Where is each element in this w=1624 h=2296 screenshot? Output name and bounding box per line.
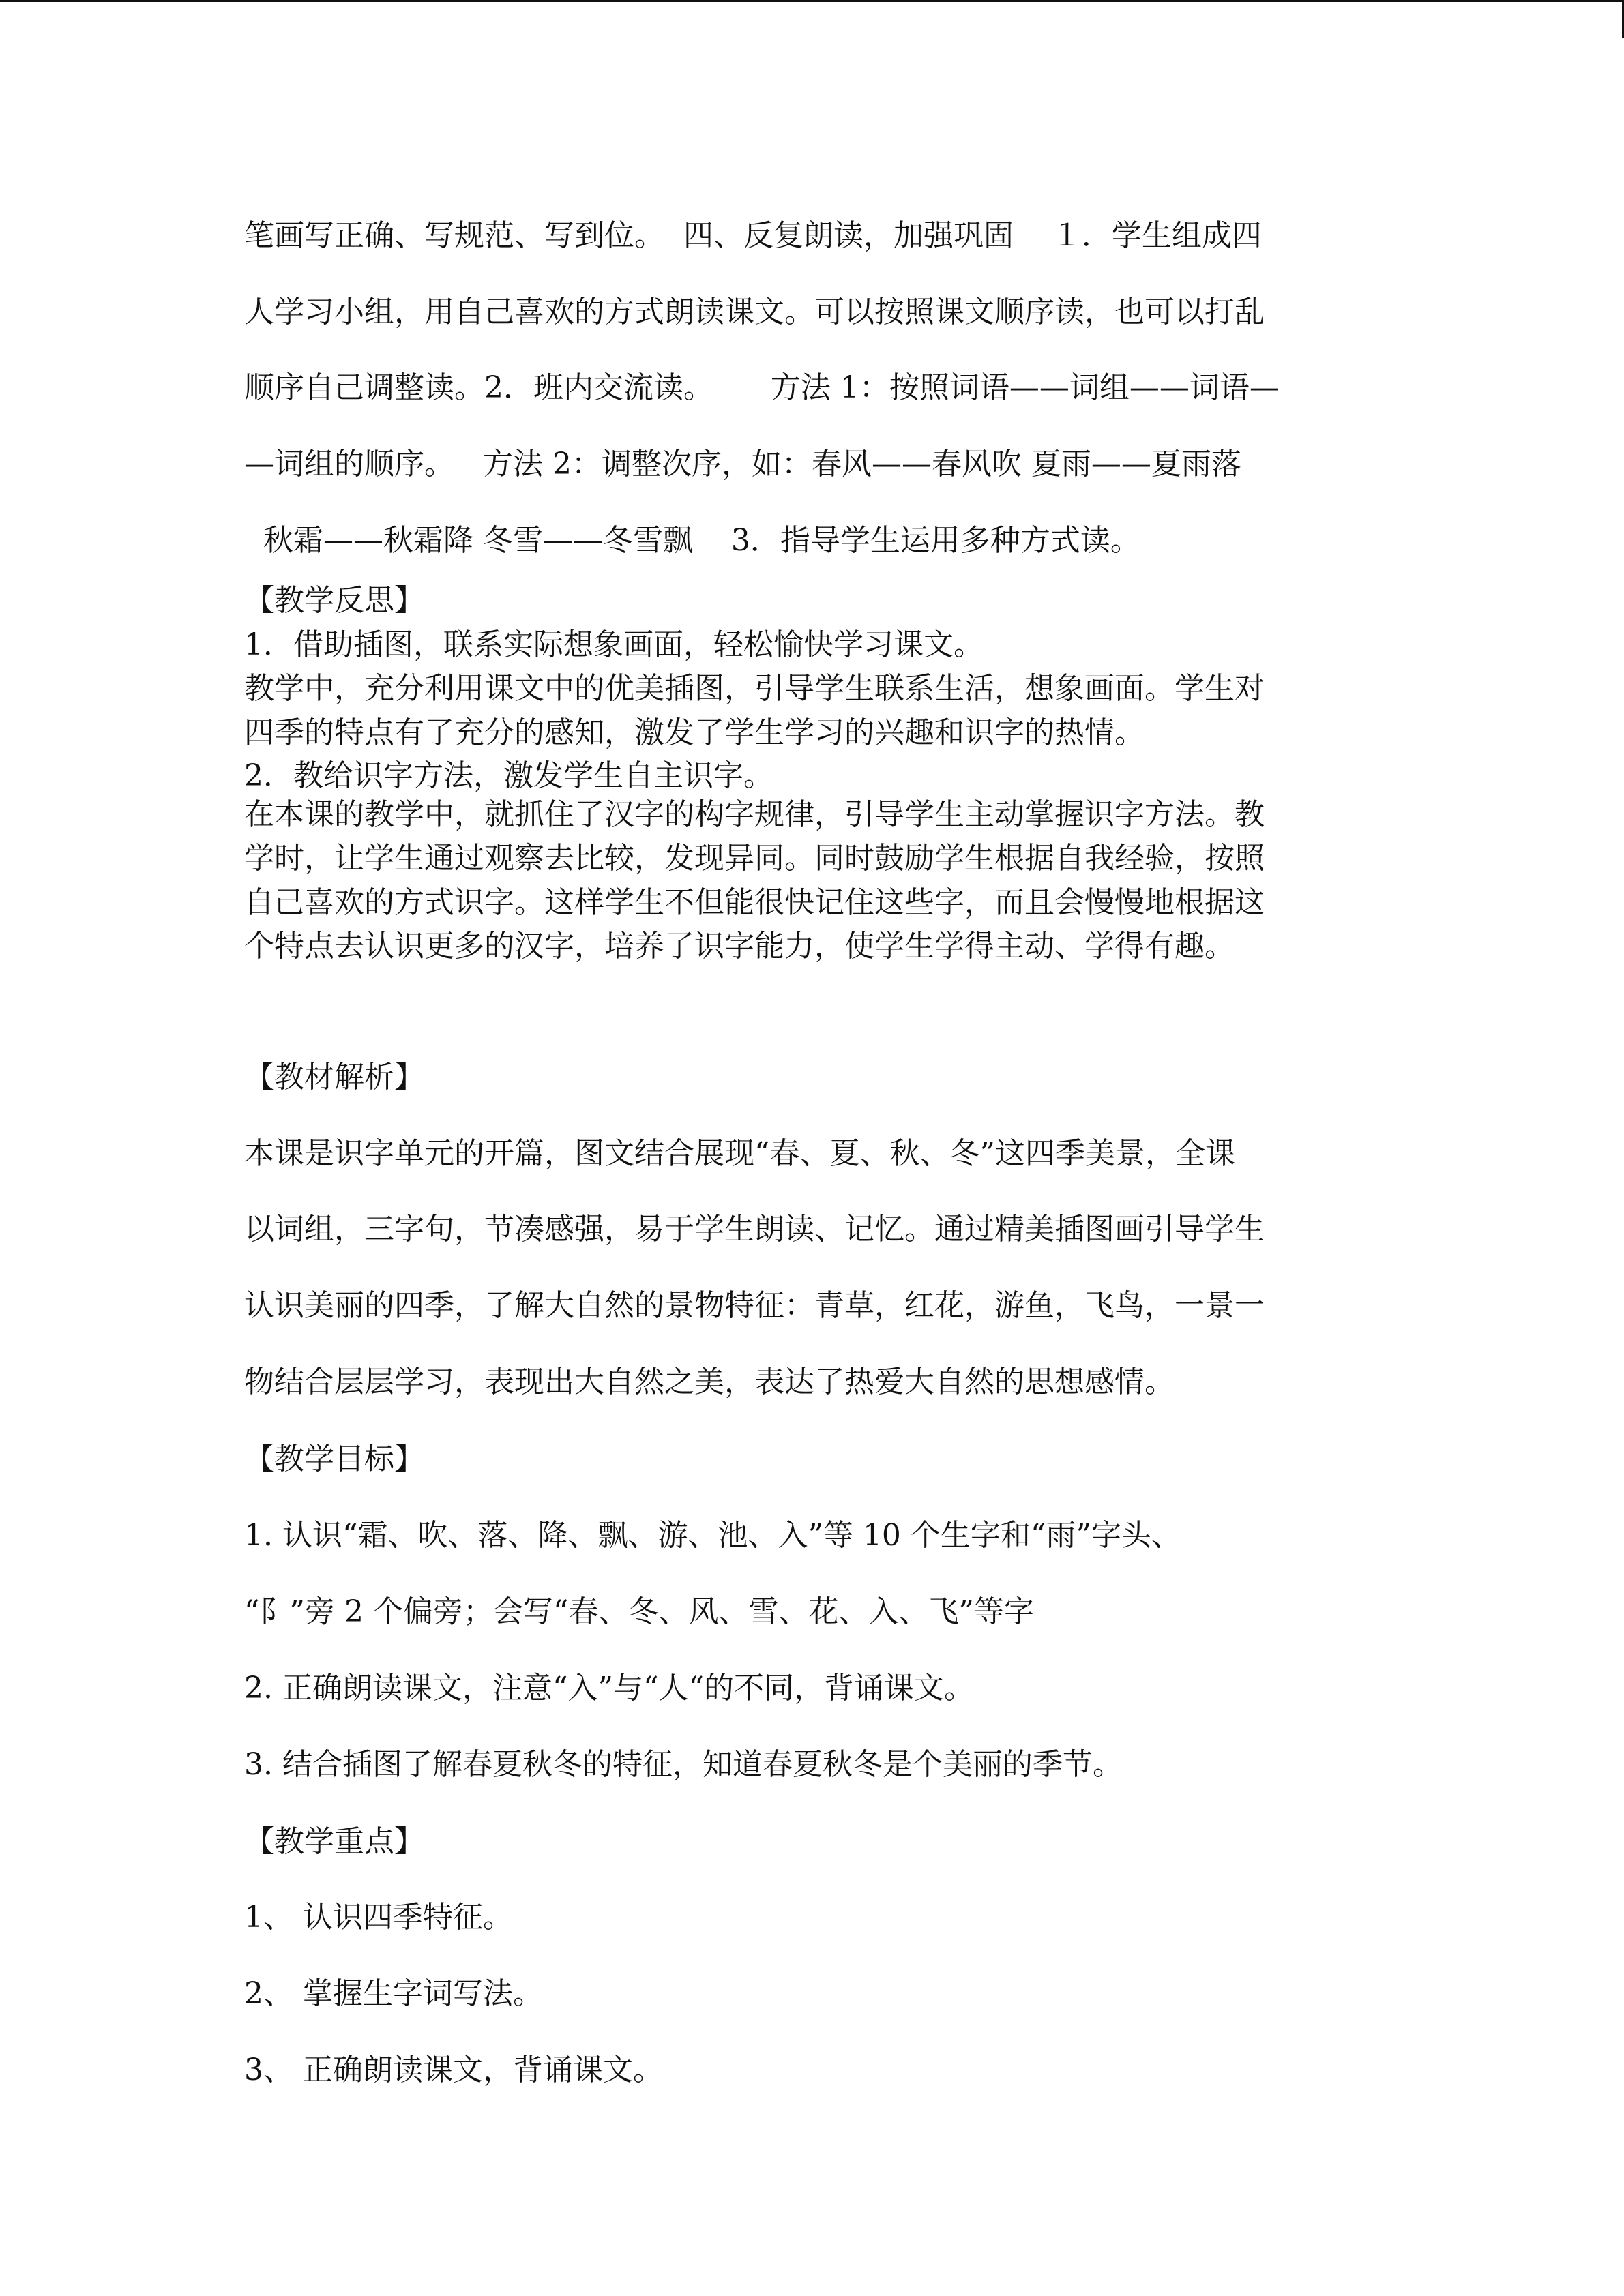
text-line-5: 秋霜——秋霜降 冬雪——冬雪飘 3．指导学生运用多种方式读。 <box>244 523 1140 558</box>
text-line-23: 2. 正确朗读课文，注意“入”与“人“的不同，背诵课文。 <box>244 1671 974 1705</box>
text-line-9: 四季的特点有了充分的感知，激发了学生学习的兴趣和识字的热情。 <box>244 715 1145 750</box>
section-heading-goals: 【教学目标】 <box>244 1442 424 1476</box>
text-line-17: 以词组，三字句，节凑感强，易于学生朗读、记忆。通过精美插图画引导学生 <box>244 1212 1265 1247</box>
text-line-8: 教学中，充分利用课文中的优美插图，引导学生联系生活，想象画面。学生对 <box>244 671 1265 706</box>
text-line-7: 1．借助插图，联系实际想象画面，轻松愉快学习课文。 <box>244 627 984 662</box>
text-line-22: “阝”旁 2 个偏旁；会写“春、冬、风、雪、花、入、飞”等字 <box>244 1594 1034 1629</box>
text-line-16: 本课是识字单元的开篇，图文结合展现“春、夏、秋、冬”这四季美景，全课 <box>244 1136 1235 1171</box>
text-line-28: 3、 正确朗读课文，背诵课文。 <box>244 2053 663 2087</box>
section-heading-key-points: 【教学重点】 <box>244 1824 424 1859</box>
section-heading-analysis: 【教材解析】 <box>244 1060 424 1094</box>
text-line-19: 物结合层层学习，表现出大自然之美，表达了热爱大自然的思想感情。 <box>244 1365 1175 1399</box>
text-line-14: 个特点去认识更多的汉字，培养了识字能力，使学生学得主动、学得有趣。 <box>244 929 1235 964</box>
page-top-border <box>0 0 1624 2</box>
text-line-21: 1. 认识“霜、吹、落、降、飘、游、池、入”等 10 个生字和“雨”字头、 <box>244 1518 1181 1553</box>
text-line-3: 顺序自己调整读。2．班内交流读。 方法 1：按照词语——词组——词语— <box>244 370 1280 405</box>
text-line-18: 认识美丽的四季，了解大自然的景物特征：青草，红花，游鱼，飞鸟，一景一 <box>244 1288 1265 1323</box>
text-line-2: 人学习小组，用自己喜欢的方式朗读课文。可以按照课文顺序读，也可以打乱 <box>244 295 1265 329</box>
text-line-13: 自己喜欢的方式识字。这样学生不但能很快记住这些字，而且会慢慢地根据这 <box>244 885 1265 920</box>
text-line-4: —词组的顺序。 方法 2：调整次序，如：春风——春风吹 夏雨——夏雨落 <box>244 447 1241 481</box>
text-line-12: 学时，让学生通过观察去比较，发现异同。同时鼓励学生根据自我经验，按照 <box>244 841 1265 876</box>
text-line-26: 1、 认识四季特征。 <box>244 1900 513 1935</box>
text-line-24: 3. 结合插图了解春夏秋冬的特征，知道春夏秋冬是个美丽的季节。 <box>244 1747 1123 1782</box>
section-heading-reflection: 【教学反思】 <box>244 583 424 618</box>
text-line-1: 笔画写正确、写规范、写到位。 四、反复朗读，加强巩固 １．学生组成四 <box>244 218 1262 253</box>
text-line-11: 在本课的教学中，就抓住了汉字的构字规律，引导学生主动掌握识字方法。教 <box>244 797 1265 832</box>
text-line-10: 2．教给识字方法，激发学生自主识字。 <box>244 758 773 793</box>
text-line-27: 2、 掌握生字词写法。 <box>244 1976 543 2011</box>
